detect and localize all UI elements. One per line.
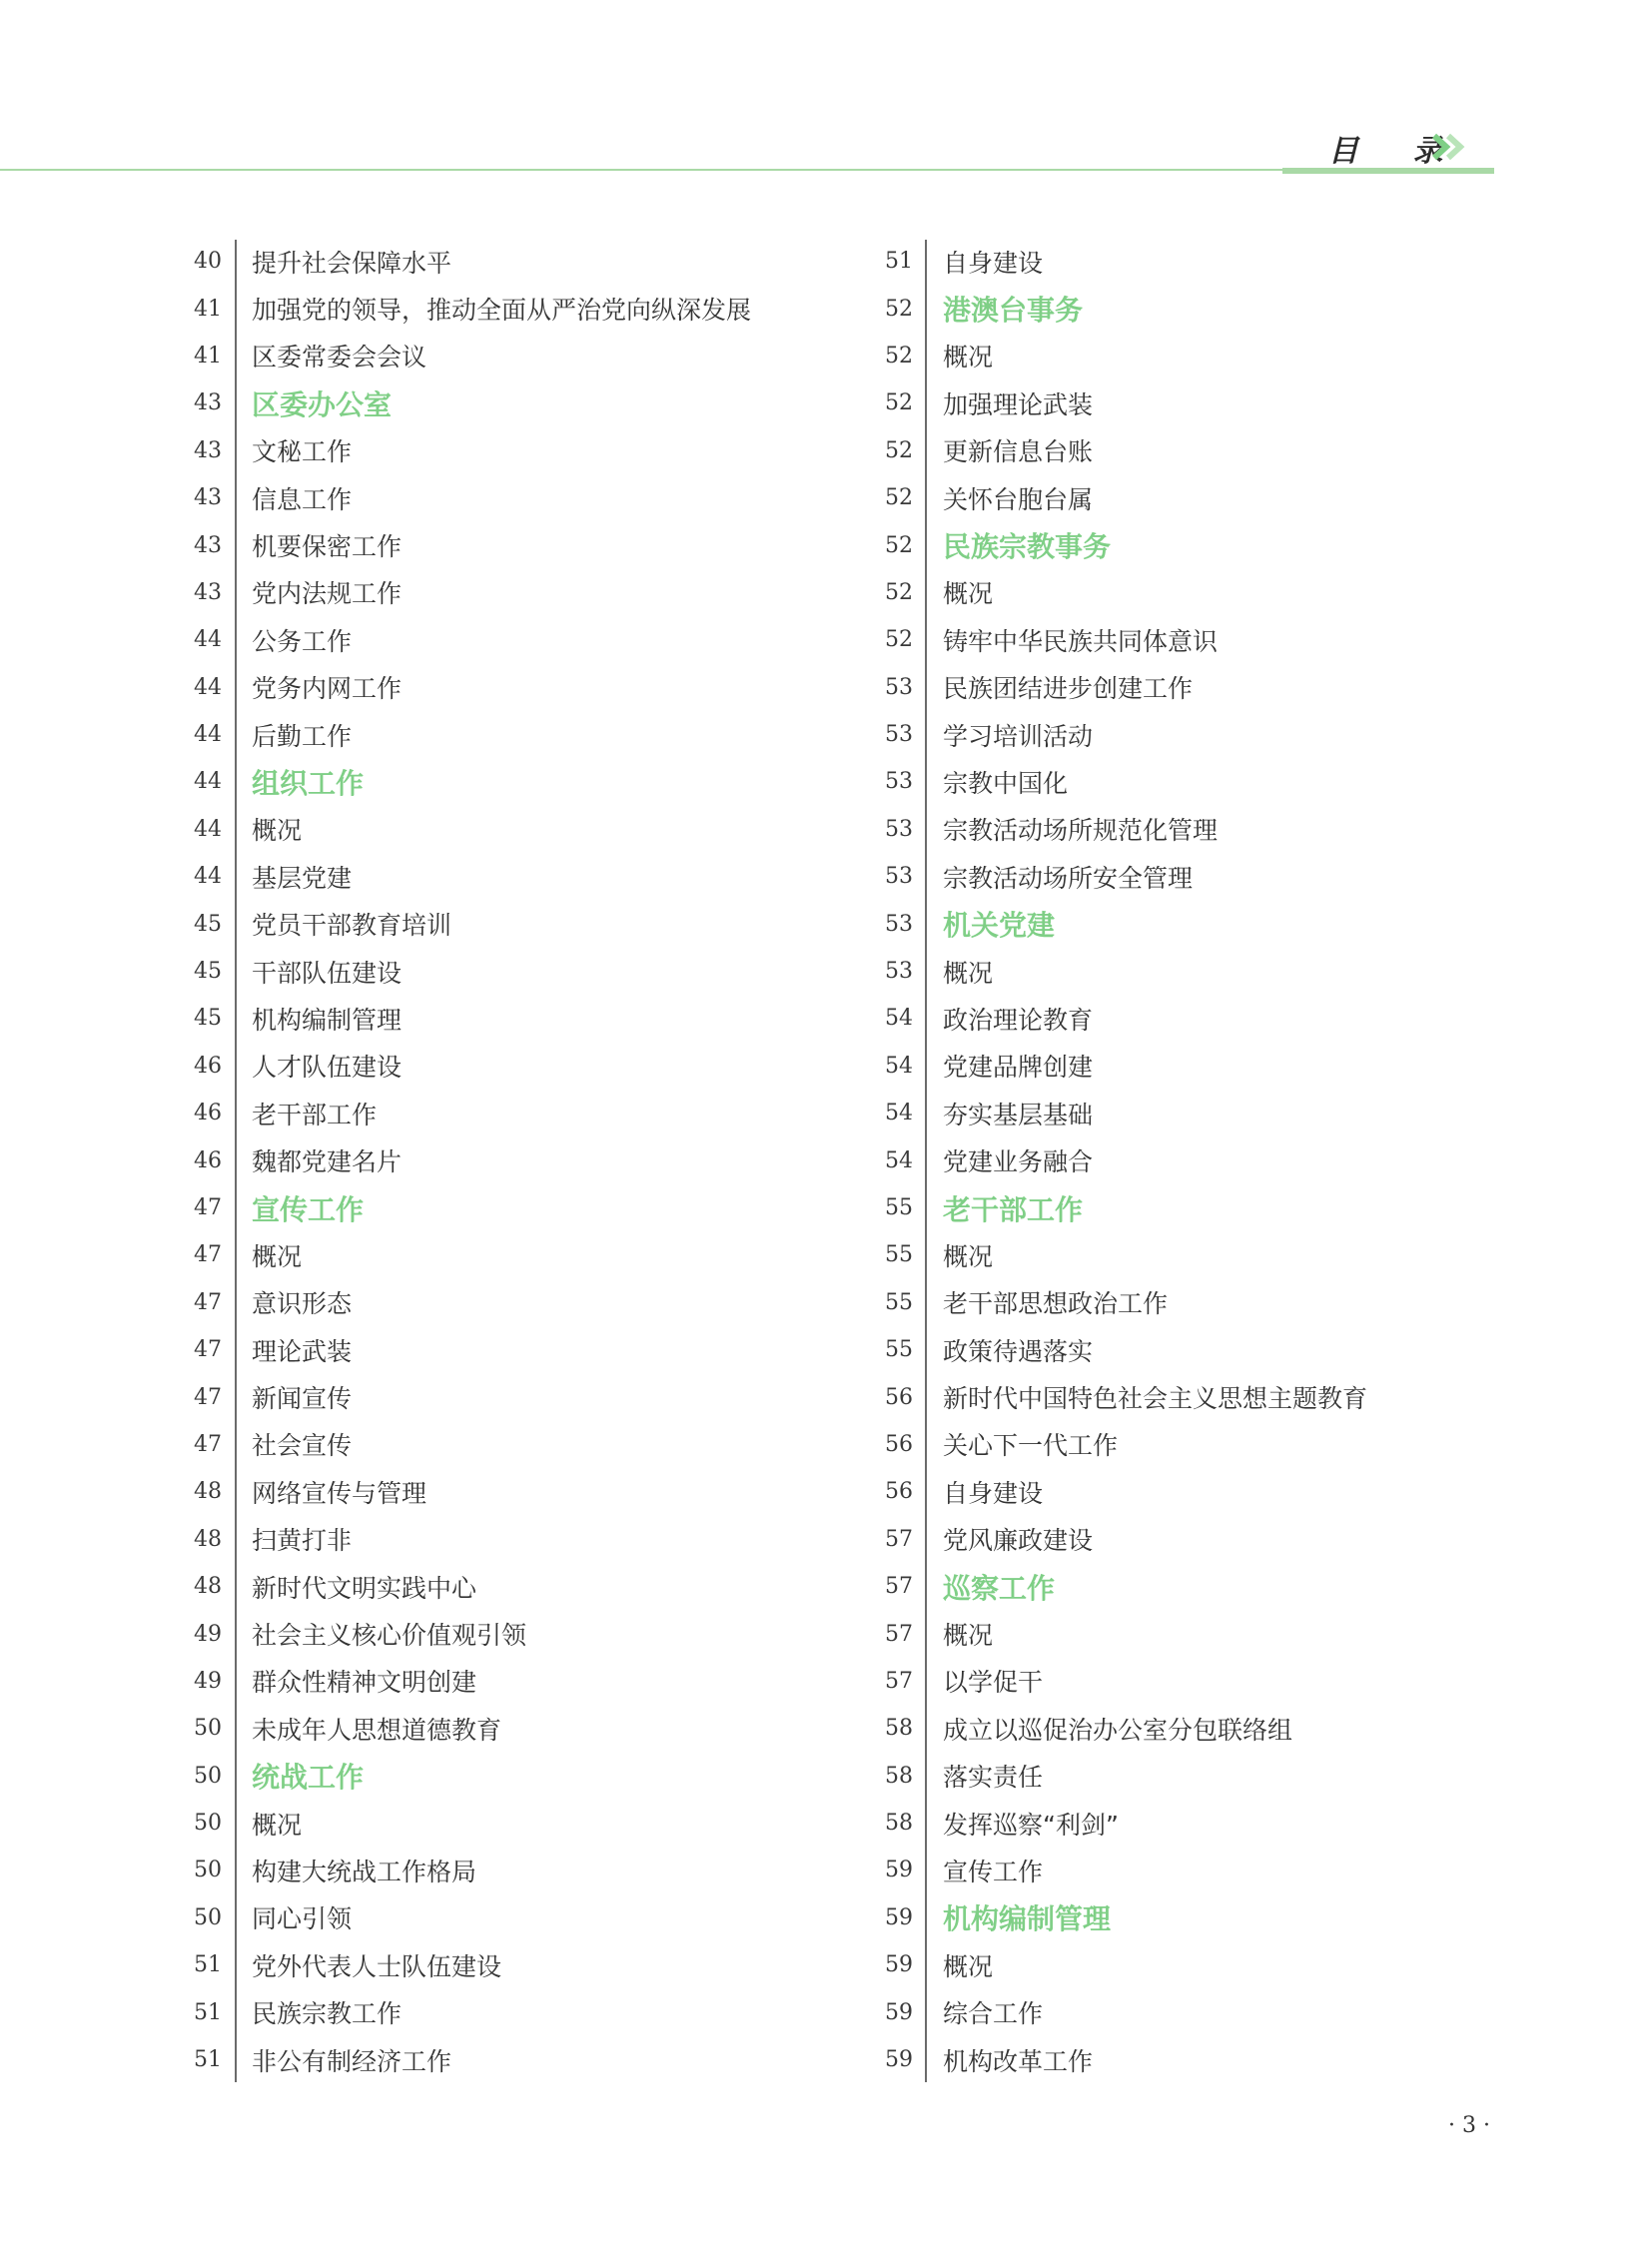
entry-title: 概况 [943, 1621, 994, 1651]
entry-title: 机构改革工作 [943, 2046, 1094, 2076]
entry-title: 新闻宣传 [252, 1384, 353, 1414]
toc-page-number: 48 [194, 1479, 222, 1505]
entry-title: 构建大统战工作格局 [252, 1857, 477, 1886]
toc-entry[interactable] [188, 2036, 807, 2083]
entry-title: 理论武装 [252, 1336, 353, 1366]
section-title: 宣传工作 [252, 1192, 365, 1226]
entry-title: 以学促干 [943, 1668, 1044, 1698]
toc-page-number: 47 [194, 1242, 222, 1268]
entry-title: 党员干部教育培训 [252, 911, 452, 941]
entry-title: 概况 [252, 816, 303, 846]
entry-title: 机要保密工作 [252, 532, 403, 562]
toc-entry[interactable] [879, 758, 1498, 805]
toc-entry[interactable] [188, 1705, 807, 1752]
entry-title: 成立以巡促治办公室分包联络组 [943, 1715, 1293, 1745]
entry-title: 老干部工作 [252, 1100, 378, 1129]
toc-entry[interactable] [188, 1658, 807, 1705]
entry-title: 综合工作 [943, 1999, 1044, 2029]
entry-title: 党风廉政建设 [943, 1526, 1094, 1556]
toc-page-number: 56 [885, 1479, 913, 1505]
toc-entry[interactable] [879, 474, 1498, 521]
toc-entry[interactable] [879, 1043, 1498, 1090]
toc-entry[interactable] [879, 1421, 1498, 1468]
toc-entry[interactable] [188, 664, 807, 711]
toc-page-number: 49 [194, 1621, 222, 1647]
toc-entry[interactable] [879, 1800, 1498, 1847]
toc-entry[interactable] [188, 1043, 807, 1090]
toc-right-column [879, 238, 1498, 2083]
entry-title: 夯实基层基础 [943, 1100, 1094, 1129]
entry-title: 机构编制管理 [252, 1005, 403, 1035]
entry-title: 落实责任 [943, 1763, 1044, 1793]
toc-page-number: 46 [194, 1147, 222, 1173]
toc-entry[interactable] [188, 1563, 807, 1610]
entry-title: 意识形态 [252, 1289, 353, 1319]
toc-page-number: 44 [194, 722, 222, 748]
entry-title: 非公有制经济工作 [252, 2046, 452, 2076]
toc-page-number: 55 [885, 1289, 913, 1315]
entry-title: 宣传工作 [943, 1857, 1044, 1886]
entry-title: 新时代中国特色社会主义思想主题教育 [943, 1384, 1368, 1414]
entry-title: 社会宣传 [252, 1431, 353, 1461]
toc-entry[interactable] [879, 853, 1498, 900]
toc-entry[interactable] [879, 333, 1498, 379]
toc-entry[interactable] [188, 995, 807, 1042]
toc-page-number: 59 [885, 2047, 913, 2073]
toc-page-number: 53 [885, 769, 913, 795]
toc-entry[interactable] [879, 806, 1498, 853]
entry-title: 未成年人思想道德教育 [252, 1715, 502, 1745]
toc-entry[interactable] [879, 1610, 1498, 1657]
toc-entry[interactable] [188, 1610, 807, 1657]
toc-entry[interactable] [879, 664, 1498, 711]
entry-title: 概况 [943, 1241, 994, 1271]
toc-entry[interactable] [188, 1988, 807, 2035]
section-title: 港澳台事务 [943, 294, 1084, 328]
toc-entry[interactable] [188, 806, 807, 853]
double-chevron-right-icon [1430, 132, 1470, 162]
toc-page-number: 53 [885, 864, 913, 890]
toc-page-number: 41 [194, 296, 222, 322]
entry-title: 民族宗教工作 [252, 1999, 403, 2029]
section-title: 老干部工作 [943, 1192, 1084, 1226]
toc-page-number: 40 [194, 249, 222, 275]
toc-entry[interactable] [188, 1231, 807, 1278]
entry-title: 自身建设 [943, 1478, 1044, 1508]
entry-title: 提升社会保障水平 [252, 248, 452, 278]
toc-page-number: 55 [885, 1337, 913, 1363]
section-title: 区委办公室 [252, 387, 393, 421]
toc-page-number: 58 [885, 1716, 913, 1742]
section-title: 民族宗教事务 [943, 530, 1112, 564]
toc-page-number: 51 [194, 1952, 222, 1978]
entry-title: 公务工作 [252, 626, 353, 656]
toc-page-number: 50 [194, 1811, 222, 1837]
toc-page-number: 51 [194, 2047, 222, 2073]
section-title: 统战工作 [252, 1761, 365, 1795]
toc-page-number: 57 [885, 1526, 913, 1552]
toc-section-heading[interactable] [879, 285, 1498, 332]
entry-title: 铸牢中华民族共同体意识 [943, 626, 1219, 656]
entry-title: 学习培训活动 [943, 721, 1094, 751]
toc-entry[interactable] [879, 1658, 1498, 1705]
entry-title: 群众性精神文明创建 [252, 1668, 477, 1698]
toc-page-number: 52 [885, 627, 913, 653]
toc-entry[interactable] [188, 285, 807, 332]
toc-page-number: 44 [194, 769, 222, 795]
toc-page-number: 54 [885, 1006, 913, 1032]
toc-page-number: 54 [885, 1101, 913, 1126]
entry-title: 魏都党建名片 [252, 1147, 403, 1177]
toc-page-number: 41 [194, 343, 222, 369]
toc-entry[interactable] [879, 1090, 1498, 1136]
toc-entry[interactable] [879, 238, 1498, 285]
toc-page-number: 48 [194, 1526, 222, 1552]
toc-page-number: 55 [885, 1242, 913, 1268]
toc-entry[interactable] [188, 1136, 807, 1183]
toc-page-number: 59 [885, 1904, 913, 1930]
toc-section-heading[interactable] [879, 521, 1498, 568]
entry-title: 党建业务融合 [943, 1147, 1094, 1177]
toc-entry[interactable] [188, 569, 807, 616]
toc-page-number: 47 [194, 1195, 222, 1220]
toc-entry[interactable] [879, 2036, 1498, 2083]
toc-page-number: 55 [885, 1195, 913, 1220]
section-title: 巡察工作 [943, 1571, 1056, 1605]
toc-entry[interactable] [188, 853, 807, 900]
toc-page-number: 59 [885, 1952, 913, 1978]
toc-section-heading[interactable] [879, 1563, 1498, 1610]
toc-page-number: 56 [885, 1431, 913, 1457]
entry-title: 文秘工作 [252, 437, 353, 467]
entry-title: 加强党的领导，推动全面从严治党向纵深发展 [252, 296, 752, 326]
entry-title: 发挥巡察“利剑” [943, 1810, 1119, 1840]
toc-page-number: 53 [885, 722, 913, 748]
toc-left-column [188, 238, 807, 2083]
toc-page-number: 47 [194, 1384, 222, 1410]
toc-entry[interactable] [879, 948, 1498, 995]
toc-entry[interactable] [879, 711, 1498, 758]
toc-entry[interactable] [188, 900, 807, 947]
entry-title: 关心下一代工作 [943, 1431, 1119, 1461]
toc-entry[interactable] [879, 1516, 1498, 1563]
entry-title: 老干部思想政治工作 [943, 1289, 1169, 1319]
toc-page-number: 52 [885, 343, 913, 369]
toc-section-heading[interactable] [188, 1184, 807, 1231]
toc-page-number: 53 [885, 959, 913, 985]
entry-title: 社会主义核心价值观引领 [252, 1621, 527, 1651]
toc-page-number: 53 [885, 816, 913, 842]
toc-page-number: 49 [194, 1668, 222, 1694]
section-title: 组织工作 [252, 766, 365, 800]
toc-page-number: 44 [194, 674, 222, 700]
entry-title: 党务内网工作 [252, 674, 403, 704]
header-rule [0, 169, 1494, 171]
toc-entry[interactable] [879, 1373, 1498, 1420]
toc-page-number: 54 [885, 1147, 913, 1173]
toc-page-number: 53 [885, 911, 913, 937]
entry-title: 信息工作 [252, 484, 353, 514]
entry-title: 宗教中国化 [943, 768, 1069, 798]
toc-entry[interactable] [879, 1231, 1498, 1278]
toc-page-number: 57 [885, 1621, 913, 1647]
entry-title: 概况 [943, 343, 994, 373]
entry-title: 人才队伍建设 [252, 1053, 403, 1083]
toc-entry[interactable] [879, 1988, 1498, 2035]
toc-page-number: 45 [194, 911, 222, 937]
toc-entry[interactable] [188, 948, 807, 995]
toc-page-number: 59 [885, 1999, 913, 2025]
toc-page-number: 47 [194, 1337, 222, 1363]
entry-title: 宗教活动场所规范化管理 [943, 816, 1219, 846]
toc-entry[interactable] [879, 569, 1498, 616]
toc-page-number: 58 [885, 1763, 913, 1789]
toc-entry[interactable] [188, 616, 807, 663]
toc-page-number: 47 [194, 1289, 222, 1315]
toc-page-number: 43 [194, 390, 222, 416]
toc-page-number: 54 [885, 1053, 913, 1079]
toc-page-number: 47 [194, 1431, 222, 1457]
toc-entry[interactable] [188, 1468, 807, 1515]
entry-title: 概况 [252, 1810, 303, 1840]
toc-entry[interactable] [188, 1800, 807, 1847]
toc-page-number: 50 [194, 1716, 222, 1742]
page-number: · 3 · [1448, 2113, 1490, 2138]
entry-title: 新时代文明实践中心 [252, 1573, 477, 1603]
entry-title: 后勤工作 [252, 721, 353, 751]
toc-page-number: 52 [885, 532, 913, 558]
toc-section-heading[interactable] [188, 758, 807, 805]
toc-entry[interactable] [879, 379, 1498, 426]
toc-page-number: 45 [194, 959, 222, 985]
entry-title: 政治理论教育 [943, 1005, 1094, 1035]
toc-page-number: 57 [885, 1668, 913, 1694]
toc-entry[interactable] [188, 1421, 807, 1468]
toc-page-number: 43 [194, 532, 222, 558]
entry-title: 关怀台胞台属 [943, 484, 1094, 514]
entry-title: 同心引领 [252, 1904, 353, 1934]
section-title: 机构编制管理 [943, 1902, 1112, 1936]
toc-page-number: 59 [885, 1858, 913, 1883]
toc-page-number: 46 [194, 1053, 222, 1079]
toc-section-heading[interactable] [188, 379, 807, 426]
toc-page-number: 57 [885, 1574, 913, 1600]
entry-title: 概况 [943, 1951, 994, 1981]
toc-page-number: 51 [885, 249, 913, 275]
toc-page-number: 52 [885, 390, 913, 416]
toc-entry[interactable] [879, 616, 1498, 663]
toc-entry[interactable] [188, 1941, 807, 1988]
toc-page-number: 52 [885, 485, 913, 511]
entry-title: 党建品牌创建 [943, 1053, 1094, 1083]
entry-title: 概况 [943, 958, 994, 988]
toc-section-heading[interactable] [879, 1894, 1498, 1941]
toc-page-number: 50 [194, 1904, 222, 1930]
toc-page-number: 50 [194, 1763, 222, 1789]
toc-entry[interactable] [879, 427, 1498, 474]
toc-entry[interactable] [879, 1941, 1498, 1988]
toc-entry[interactable] [188, 474, 807, 521]
toc-entry[interactable] [879, 1136, 1498, 1183]
toc-section-heading[interactable] [879, 900, 1498, 947]
toc-entry[interactable] [188, 1847, 807, 1893]
toc-entry[interactable] [879, 1468, 1498, 1515]
entry-title: 宗教活动场所安全管理 [943, 863, 1194, 893]
entry-title: 自身建设 [943, 248, 1044, 278]
toc-entry[interactable] [188, 427, 807, 474]
page-title: 目 录 [1328, 134, 1465, 169]
toc-entry[interactable] [188, 1279, 807, 1326]
entry-title: 区委常委会会议 [252, 343, 427, 373]
toc-page-number: 53 [885, 674, 913, 700]
entry-title: 民族团结进步创建工作 [943, 674, 1194, 704]
entry-title: 概况 [943, 579, 994, 609]
entry-title: 更新信息台账 [943, 437, 1094, 467]
toc-entry[interactable] [188, 711, 807, 758]
toc-page-number: 43 [194, 437, 222, 463]
toc-page-number: 43 [194, 579, 222, 605]
toc-page-number: 44 [194, 627, 222, 653]
toc-page-number: 52 [885, 296, 913, 322]
toc-section-heading[interactable] [879, 1184, 1498, 1231]
toc-page-number: 52 [885, 579, 913, 605]
toc-page-number: 52 [885, 437, 913, 463]
toc-page-number: 45 [194, 1006, 222, 1032]
toc-entry[interactable] [188, 1090, 807, 1136]
toc-page-number: 48 [194, 1574, 222, 1600]
toc-page-number: 56 [885, 1384, 913, 1410]
toc-entry[interactable] [188, 1516, 807, 1563]
entry-title: 扫黄打非 [252, 1526, 353, 1556]
toc-entry[interactable] [879, 1753, 1498, 1800]
toc-entry[interactable] [188, 1326, 807, 1373]
entry-title: 网络宣传与管理 [252, 1478, 427, 1508]
toc-entry[interactable] [879, 995, 1498, 1042]
toc-page-number: 44 [194, 816, 222, 842]
toc-page-number: 51 [194, 1999, 222, 2025]
toc-entry[interactable] [188, 521, 807, 568]
entry-title: 加强理论武装 [943, 389, 1094, 419]
toc-entry[interactable] [188, 238, 807, 285]
entry-title: 党外代表人士队伍建设 [252, 1951, 502, 1981]
entry-title: 政策待遇落实 [943, 1336, 1094, 1366]
toc-entry[interactable] [879, 1705, 1498, 1752]
toc-section-heading[interactable] [188, 1753, 807, 1800]
toc-entry[interactable] [879, 1847, 1498, 1893]
section-title: 机关党建 [943, 909, 1056, 943]
toc-entry[interactable] [879, 1326, 1498, 1373]
toc-page-number: 50 [194, 1858, 222, 1883]
toc-page-number: 46 [194, 1101, 222, 1126]
toc-page-number: 58 [885, 1811, 913, 1837]
entry-title: 基层党建 [252, 863, 353, 893]
toc-page-number: 44 [194, 864, 222, 890]
entry-title: 干部队伍建设 [252, 958, 403, 988]
toc-entry[interactable] [188, 1894, 807, 1941]
toc-page-number: 43 [194, 485, 222, 511]
toc-entry[interactable] [879, 1279, 1498, 1326]
toc-entry[interactable] [188, 1373, 807, 1420]
toc-entry[interactable] [188, 333, 807, 379]
entry-title: 党内法规工作 [252, 579, 403, 609]
entry-title: 概况 [252, 1241, 303, 1271]
